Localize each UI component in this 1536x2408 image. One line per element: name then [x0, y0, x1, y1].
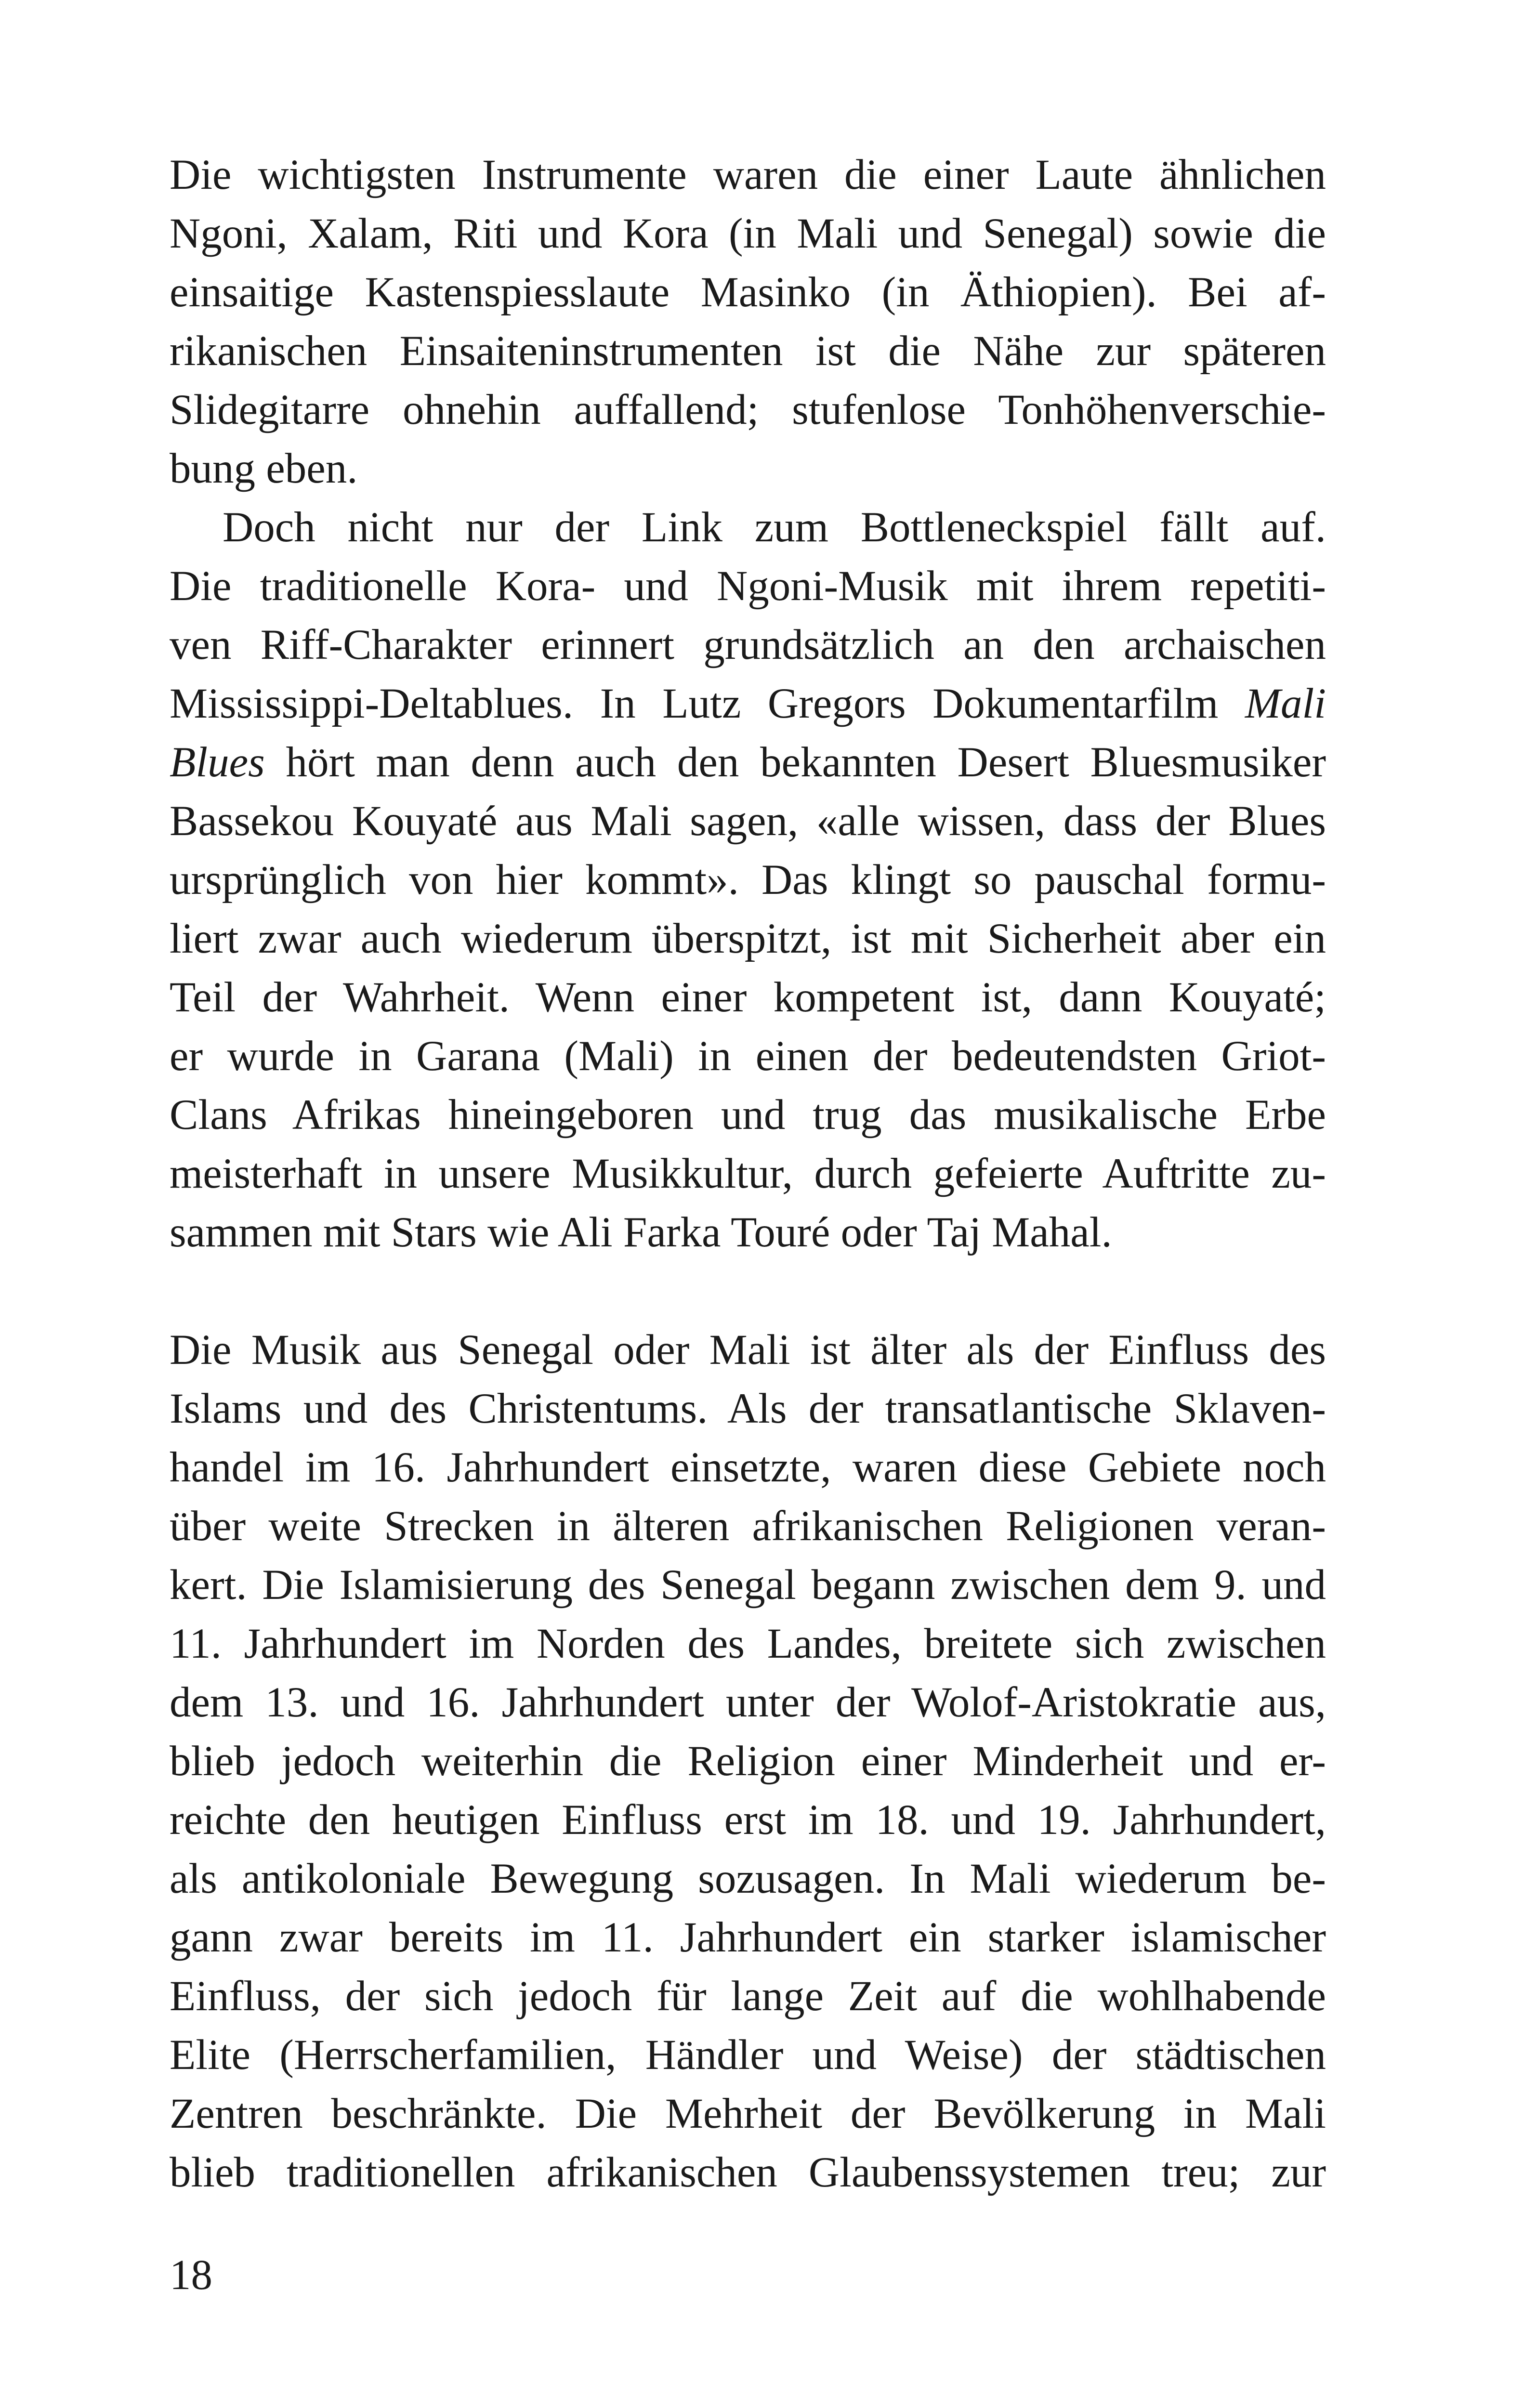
text-line: über weite Strecken in älteren afrikanischen Religionen veran-	[170, 1503, 1326, 1550]
text-line: Die Musik aus Senegal oder Mali ist älter als der Einfluss des	[170, 1326, 1326, 1374]
text-line: meisterhaft in unsere Musikkultur, durch gefeierte Auftritte zu-	[170, 1150, 1326, 1197]
text-line: gann zwar bereits im 11. Jahrhundert ein starker islamischer	[170, 1914, 1326, 1961]
text-line: liert zwar auch wiederum überspitzt, ist mit Sicherheit aber ein	[170, 915, 1326, 962]
text-line: reichte den heutigen Einfluss erst im 18. und 19. Jahrhundert,	[170, 1796, 1326, 1844]
text-line: Zentren beschränkte. Die Mehrheit der Bevölkerung in Mali	[170, 2090, 1326, 2137]
film-title-italic: Mali	[1245, 680, 1326, 727]
text-line: blieb jedoch weiterhin die Religion einer Minderheit und er-	[170, 1738, 1326, 1785]
text-line: als antikoloniale Bewegung sozusagen. In Mali wiederum be-	[170, 1855, 1326, 1902]
text-line: rikanischen Einsaiteninstrumenten ist die Nähe zur späteren	[170, 327, 1326, 375]
text-line: handel im 16. Jahrhundert einsetzte, waren diese Gebiete noch	[170, 1444, 1326, 1491]
text-line: Ngoni, Xalam, Riti und Kora (in Mali und Senegal) sowie die	[170, 210, 1326, 257]
text-line: kert. Die Islamisierung des Senegal begann zwischen dem 9. und	[170, 1561, 1326, 1609]
text-segment: hört man denn auch den bekannten Desert Bluesmusiker	[264, 739, 1326, 786]
text-line: Elite (Herrscherfamilien, Händler und Weise) der städtischen	[170, 2031, 1326, 2079]
text-line: er wurde in Garana (Mali) in einen der bedeutendsten Griot-	[170, 1033, 1326, 1080]
text-line	[170, 733, 1326, 791]
text-line: Clans Afrikas hineingeboren und trug das musikalische Erbe	[170, 1091, 1326, 1139]
page-number: 18	[170, 2251, 212, 2299]
text-line: 11. Jahrhundert im Norden des Landes, breitete sich zwischen	[170, 1620, 1326, 1667]
text-line: Islams und des Christentums. Als der transatlantische Sklaven-	[170, 1385, 1326, 1432]
text-line: dem 13. und 16. Jahrhundert unter der Wolof-Aristokratie aus,	[170, 1679, 1326, 1726]
film-title-italic: Blues	[170, 739, 265, 786]
text-line: Die wichtigsten Instrumente waren die einer Laute ähnlichen	[170, 151, 1326, 198]
text-line: Slidegitarre ohnehin auffallend; stufenlose Tonhöhenverschie-	[170, 386, 1326, 433]
text-line: Einfluss, der sich jedoch für lange Zeit auf die wohlhabende	[170, 1973, 1326, 2020]
text-line: Die traditionelle Kora- und Ngoni-Musik mit ihrem repetiti-	[170, 563, 1326, 610]
text-line: blieb traditionellen afrikanischen Glaubenssystemen treu; zur	[170, 2149, 1326, 2196]
text-line: bung eben.	[170, 445, 358, 492]
text-line: ven Riff-Charakter erinnert grundsätzlich an den archaischen	[170, 621, 1326, 668]
text-segment: Mississippi-Deltablues. In Lutz Gregors Dokumentarfilm	[170, 680, 1245, 727]
text-line: Teil der Wahrheit. Wenn einer kompetent ist, dann Kouyaté;	[170, 974, 1326, 1021]
text-line	[170, 675, 1326, 733]
text-line: ursprünglich von hier kommt». Das klingt so pauschal formu-	[170, 856, 1326, 903]
text-line: Bassekou Kouyaté aus Mali sagen, «alle wissen, dass der Blues	[170, 798, 1326, 845]
text-line: Doch nicht nur der Link zum Bottleneckspiel fällt auf.	[223, 504, 1326, 551]
text-line: sammen mit Stars wie Ali Farka Touré oder Taj Mahal.	[170, 1209, 1112, 1256]
text-line: einsaitige Kastenspiesslaute Masinko (in Äthiopien). Bei af-	[170, 269, 1326, 316]
